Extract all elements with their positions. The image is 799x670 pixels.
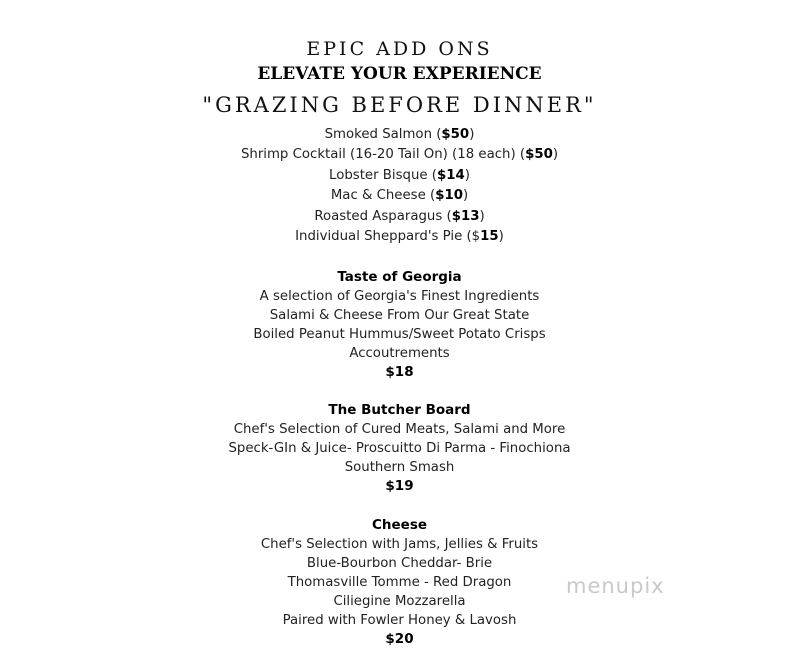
menu-heading-grazing: "GRAZING BEFORE DINNER" <box>202 93 597 117</box>
add-on-suffix: ) <box>462 188 469 204</box>
section-cheese <box>0 516 799 649</box>
section-title: Taste of Georgia <box>337 269 462 285</box>
menu-heading-epic-add-ons: EPIC ADD ONS <box>306 38 493 60</box>
section-price: $20 <box>385 631 414 647</box>
section-taste-of-georgia <box>0 268 799 382</box>
add-on-item <box>0 186 799 206</box>
section-line: Speck-GIn & Juice- Proscuitto Di Parma - Finochiona <box>228 441 571 456</box>
add-on-price: $10 <box>435 188 463 204</box>
add-on-item <box>0 207 799 227</box>
add-on-suffix: ) <box>479 208 485 224</box>
add-on-name: Individual Sheppard's Pie ($ <box>295 229 481 245</box>
section-line: Blue-Bourbon Cheddar- Brie <box>306 556 493 571</box>
add-on-name: Smoked Salmon ( <box>324 127 442 142</box>
section-line: Accoutrements <box>349 346 450 361</box>
add-on-suffix: ) <box>552 147 559 163</box>
section-line: Ciliegine Mozzarella <box>333 594 466 609</box>
menu-subheading-elevate: ELEVATE YOUR EXPERIENCE <box>257 64 542 84</box>
section-line: Boiled Peanut Hummus/Sweet Potato Crisps <box>253 327 546 342</box>
add-on-item <box>0 166 799 186</box>
section-price: $18 <box>385 364 414 380</box>
add-on-suffix: ) <box>498 229 504 245</box>
add-on-name: Mac & Cheese ( <box>330 188 436 204</box>
add-on-price: 15 <box>480 229 499 245</box>
add-on-name: Shrimp Cocktail (16-20 Tail On) (18 each) ( <box>240 147 526 163</box>
section-line: Salami & Cheese From Our Great State <box>269 308 530 323</box>
add-on-item <box>0 125 799 145</box>
add-ons-list <box>0 125 799 247</box>
section-line: Paired with Fowler Honey & Lavosh <box>282 613 517 628</box>
section-price: $19 <box>385 478 414 494</box>
add-on-price: $13 <box>451 208 480 224</box>
section-line: Thomasville Tomme - Red Dragon <box>287 575 512 590</box>
add-on-suffix: ) <box>469 127 475 142</box>
section-line: Southern Smash <box>344 460 455 475</box>
section-line: Chef's Selection of Cured Meats, Salami and More <box>233 422 566 437</box>
add-on-price: $14 <box>437 167 465 183</box>
section-line: A selection of Georgia's Finest Ingredients <box>259 289 540 304</box>
add-on-suffix: ) <box>464 167 470 183</box>
section-title: Cheese <box>371 517 428 533</box>
add-on-item <box>0 227 799 247</box>
add-on-price: $50 <box>441 127 470 142</box>
add-on-price: $50 <box>525 147 553 163</box>
add-on-name: Roasted Asparagus ( <box>314 208 452 224</box>
section-title: The Butcher Board <box>328 402 471 418</box>
add-on-name: Lobster Bisque ( <box>329 167 437 183</box>
menupix-watermark: menupix <box>566 574 665 598</box>
section-line: Chef's Selection with Jams, Jellies & Fruits <box>260 537 539 552</box>
add-on-item <box>0 145 799 165</box>
section-butcher-board <box>0 401 799 496</box>
